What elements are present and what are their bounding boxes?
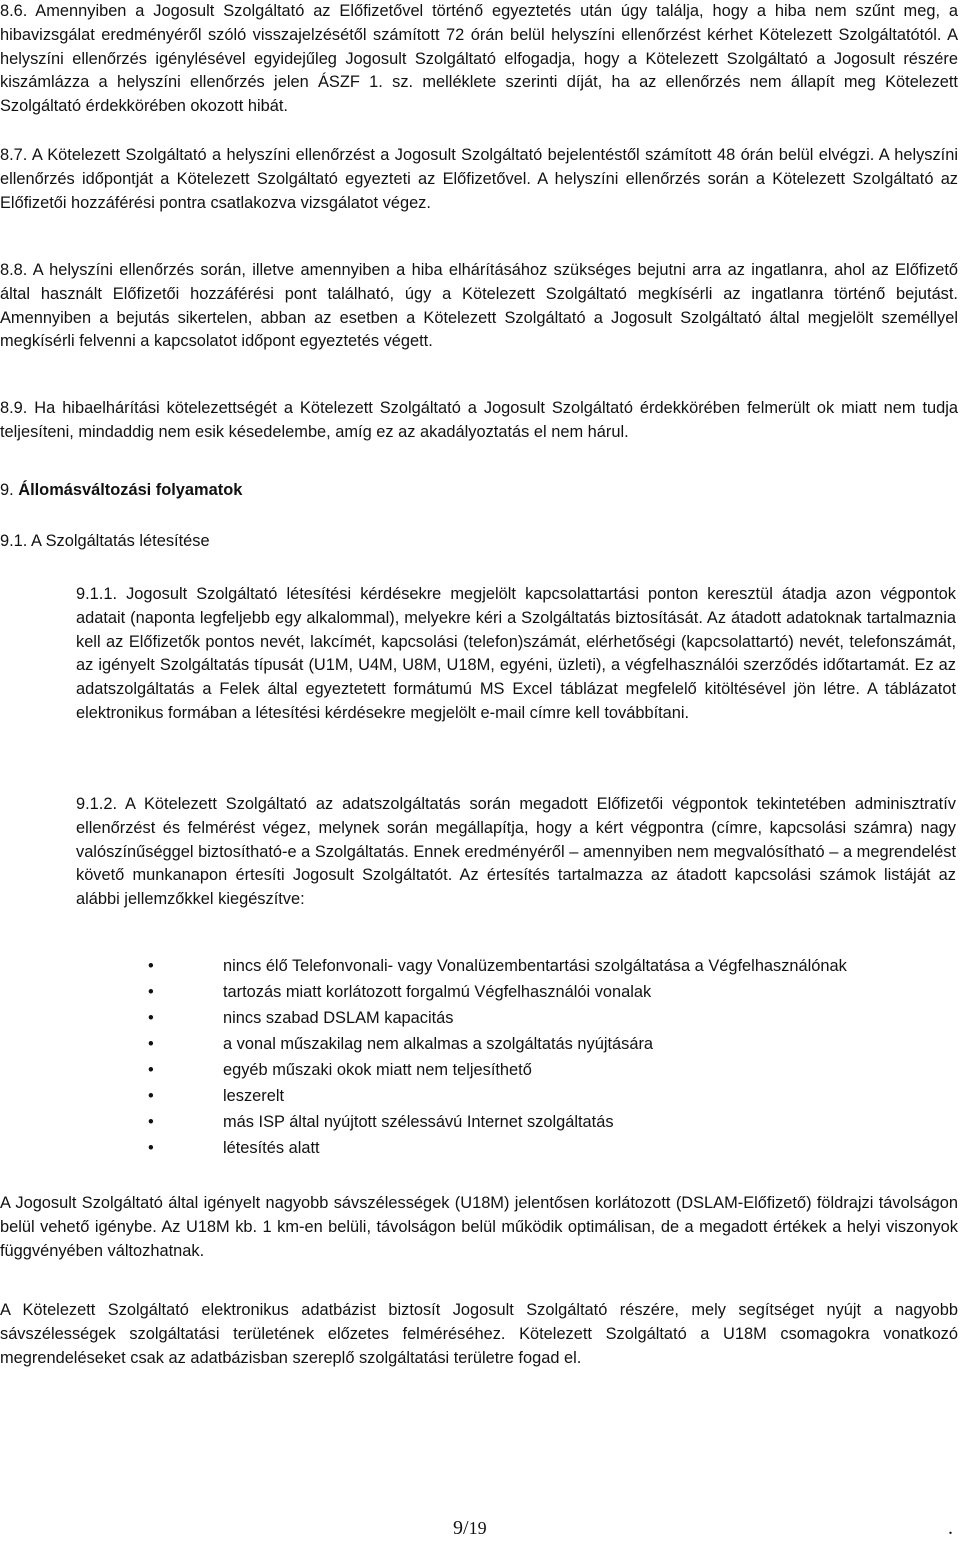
bullet-icon: • xyxy=(148,1113,154,1131)
section-9-1-1: 9.1.1. Jogosult Szolgáltató létesítési kérdésekre megjelölt kapcsolattartási ponton keresztül átadja azon végpontok adatait (naponta legfeljebb egy alkalommal), melyekre kéri a Szolgáltatás biztosítását. Az átadott adatoknak tartalmaznia kell az Előfizetők pontos nevét, lakcímét, kapcsolási (telefon)számát, elérhetőségi (kapcsolattartó) nevét, telefonszámát, az igényelt Szolgáltatás típusát (U1M, U4M, U8M, U18M, egyéni, üzleti), a végfelhasználói szerződés időtartamát. Ez az adatszolgáltatás a Felek által egyeztetett formátumú MS Excel táblázat megfelelő kitöltésével jön létre. A táblázatot elektronikus formában a létesítési kérdésekre megjelölt e-mail címre kell továbbítani. xyxy=(76,585,956,722)
list-item xyxy=(0,1057,847,1083)
section-8-9: 8.9. Ha hibaelhárítási kötelezettségét a Kötelezett Szolgáltató a Jogosult Szolgáltató érdekkörében felmerült ok miatt nem tudja teljesíteni, mindaddig nem esik késedelembe, amíg ez az akadályoztatás el nem hárul. xyxy=(0,399,958,441)
trailing-dot: . xyxy=(948,1517,953,1539)
section-8-7: 8.7. A Kötelezett Szolgáltató a helyszíni ellenőrzést a Jogosult Szolgáltató bejelentéstől számított 48 órán belül elvégzi. A helyszíni ellenőrzés időpontját a Kötelezett Szolgáltató egyezteti az Előfizetővel. A helyszíni ellenőrzés során a Kötelezett Szolgáltató az Előfizetői hozzáférési pontra csatlakozva vizsgálatot végez. xyxy=(0,146,958,212)
list-item-text: létesítés alatt xyxy=(223,1139,320,1157)
list-item xyxy=(0,1005,847,1031)
section-8-6: 8.6. Amennyiben a Jogosult Szolgáltató az Előfizetővel történő egyeztetés után úgy találja, hogy a hiba nem szűnt meg, a hibavizsgálat eredményéről szóló visszajelzésétől számított 72 órán belül helyszíni ellenőrzést kérhet Kötelezett Szolgáltatótól. A helyszíni ellenőrzés igénylésével egyidejűleg Jogosult Szolgáltató elfogadja, hogy a Kötelezett Szolgáltató a Jogosult részére kiszámlázza a helyszíni ellenőrzés jelen ÁSZF 1. sz. melléklete szerinti díját, ha az ellenőrzés nem állapít meg Kötelezett Szolgáltató érdekkörében okozott hibát. xyxy=(0,2,958,116)
list-item-text: tartozás miatt korlátozott forgalmú Végfelhasználói vonalak xyxy=(223,983,652,1001)
page-number xyxy=(453,1517,487,1540)
bullet-icon: • xyxy=(148,1009,154,1027)
section-8-8: 8.8. A helyszíni ellenőrzés során, illetve amennyiben a hiba elhárításához szükséges bejutni arra az ingatlanra, ahol az Előfizető által használt Előfizetői hozzáférési pont található, úgy a Kötelezett Szolgáltató megkísérli az ingatlanra történő bejutást. Amennyiben a bejutás sikertelen, abban az esetben a Kötelezett Szolgáltató a Jogosult Szolgáltató által megjelölt személlyel megkísérli felvenni a kapcsolatot időpont egyeztetés végett. xyxy=(0,261,958,351)
bullet-icon: • xyxy=(148,1061,154,1079)
bullet-icon: • xyxy=(148,1139,154,1157)
bullet-icon: • xyxy=(148,1087,154,1105)
bullet-list xyxy=(0,953,847,1161)
list-item xyxy=(0,1083,847,1109)
list-item-text: más ISP által nyújtott szélessávú Internet szolgáltatás xyxy=(223,1113,614,1131)
list-item xyxy=(0,1135,847,1161)
list-item xyxy=(0,1031,847,1057)
list-item-text: egyéb műszaki okok miatt nem teljesíthető xyxy=(223,1061,532,1079)
list-item xyxy=(0,953,847,979)
list-item xyxy=(0,979,847,1005)
page-current: 9/ xyxy=(453,1517,469,1539)
list-item-text: nincs élő Telefonvonali- vagy Vonalüzembentartási szolgáltatása a Végfelhasználónak xyxy=(223,957,847,975)
list-item xyxy=(0,1109,847,1135)
bullet-icon: • xyxy=(148,957,154,975)
list-item-text: a vonal műszakilag nem alkalmas a szolgáltatás nyújtására xyxy=(223,1035,654,1053)
heading-9-1: 9.1. A Szolgáltatás létesítése xyxy=(0,532,210,550)
heading-9 xyxy=(0,479,958,503)
page-total: 19 xyxy=(468,1518,487,1538)
heading-9-number: 9. xyxy=(0,481,14,499)
list-item-text: leszerelt xyxy=(223,1087,285,1105)
section-9-1-2: 9.1.2. A Kötelezett Szolgáltató az adatszolgáltatás során megadott Előfizetői végpontok tekintetében adminisztratív ellenőrzést és felmérést végez, melynek során megállapítja, hogy a kért végpontra (címre, kapcsolási számra) nagy valószínűséggel biztosítható-e a Szolgáltatás. Ennek eredményéről – amennyiben nem megvalósítható – a megrendelést követő munkanapon értesíti Jogosult Szolgáltatót. Az értesítés tartalmazza az átadott kapcsolási számok listáját az alábbi jellemzőkkel kiegészítve: xyxy=(76,795,956,909)
paragraph-database: A Kötelezett Szolgáltató elektronikus adatbázist biztosít Jogosult Szolgáltató részére, mely segítséget nyújt a nagyobb sávszélességek szolgáltatási területének előzetes felméréséhez. Kötelezett Szolgáltató a U18M csomagokra vonatkozó megrendeléseket csak az adatbázisban szereplő szolgáltatási területre fogad el. xyxy=(0,1301,958,1367)
paragraph-u18m: A Jogosult Szolgáltató által igényelt nagyobb sávszélességek (U18M) jelentősen korlátozott (DSLAM-Előfizető) földrajzi távolságon belül vehető igénybe. Az U18M kb. 1 km-en belüli, távolságon belül működik optimálisan, de a megadott értékek a helyi viszonyok függvényében változhatnak. xyxy=(0,1194,958,1260)
list-item-text: nincs szabad DSLAM kapacitás xyxy=(223,1009,454,1027)
bullet-icon: • xyxy=(148,1035,154,1053)
heading-9-title: Állomásváltozási folyamatok xyxy=(18,481,243,499)
bullet-icon: • xyxy=(148,983,154,1001)
